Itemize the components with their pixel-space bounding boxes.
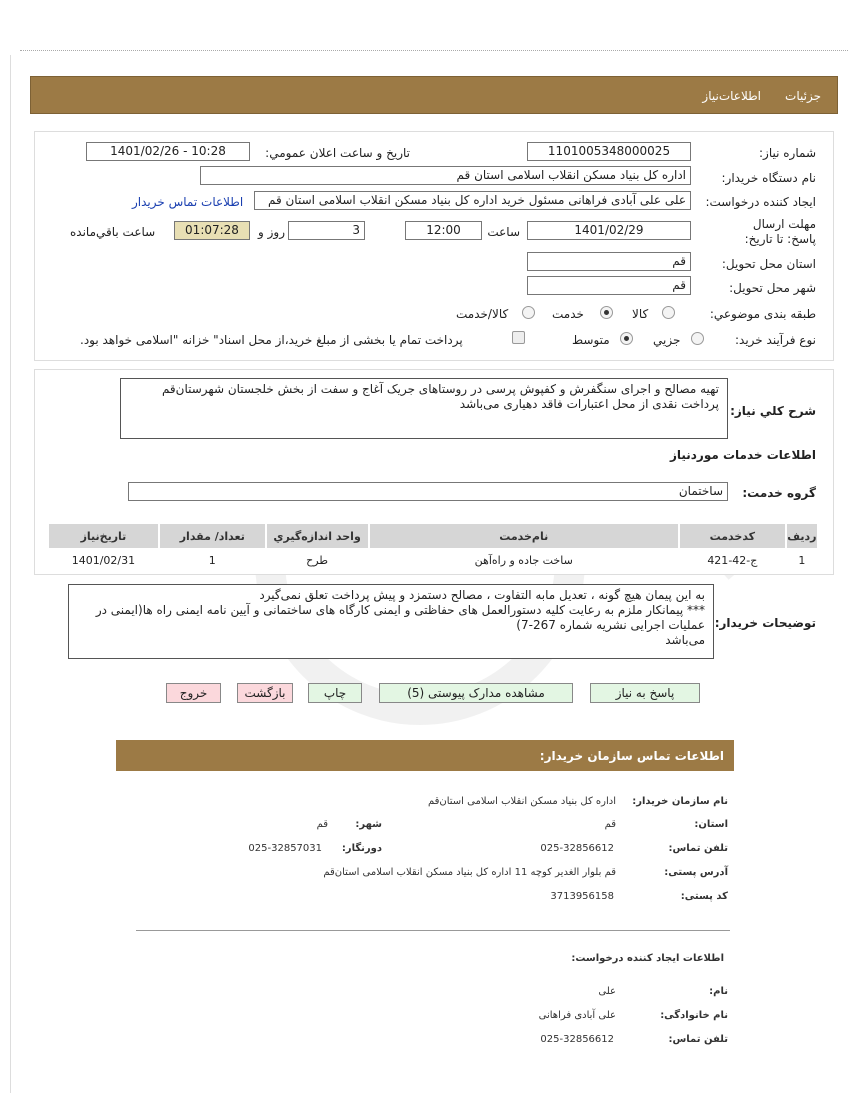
address-label: آدرس پستی: (664, 867, 728, 878)
process-minor-radio[interactable] (691, 332, 704, 345)
city-label: شهر محل تحويل: (729, 281, 816, 295)
contact-city-label: شهر: (355, 819, 382, 830)
contact-province-value: قم (604, 819, 616, 830)
contact-phone-label: تلفن تماس: (668, 843, 728, 854)
table-row (49, 550, 817, 570)
creator-phone-value: 025-32856612 (540, 1034, 614, 1045)
deadline-date-field: 1401/02/29 (527, 221, 691, 240)
tab-need-info[interactable]: اطلاعات‌نیاز (702, 89, 761, 103)
deadline-time-field: 12:00 (405, 221, 482, 240)
city-field: قم (527, 276, 691, 295)
col-code-header: کدخدمت (680, 524, 785, 548)
contact-title: اطلاعات تماس سازمان خريدار: (539, 749, 724, 763)
attachments-button[interactable]: مشاهده مدارک پيوستی (5) (379, 683, 573, 703)
process-medium-radio[interactable] (620, 332, 633, 345)
creator-name-label: نام: (709, 986, 728, 997)
category-service-radio[interactable] (600, 306, 613, 319)
province-field: قم (527, 252, 691, 271)
left-rule (10, 55, 11, 1093)
contact-title-bar (116, 740, 734, 771)
buyer-notes-label: توضيحات خريدار: (714, 616, 816, 630)
cell-row: 1 (787, 550, 817, 570)
announce-field: 1401/02/26 - 10:28 (86, 142, 250, 161)
creator-family-label: نام خانوادگی: (660, 1010, 728, 1021)
general-desc-label: شرح کلي نياز: (730, 404, 816, 418)
process-minor-label: جزيي (653, 333, 681, 347)
process-medium-label: متوسط (572, 333, 610, 347)
deadline-time-label: ساعت (487, 225, 520, 239)
cell-name: ساخت جاده و راه‌آهن (370, 550, 678, 570)
postal-value: 3713956158 (550, 891, 614, 902)
buyer-notes-text: به این پیمان هیچ گونه ، تعدیل مابه التفاوت ، مصالح دستمزد و پیش پرداخت تعلق نمی‌گیرد *** پیمانکار ملزم به رعایت کلیه دستورالعمل های حفاظتی و ایمنی کارگاه های ساختمانی و آیین نامه ایمنی راه ها(ایمنی در عملیات اجرایی نشریه شماره 267-7) می‌باشد (68, 584, 714, 659)
creator-name-value: علی (598, 986, 616, 997)
col-row-header: رديف (787, 524, 817, 548)
buyer-contact-link[interactable]: اطلاعات تماس خريدار (132, 195, 244, 209)
category-label: طبقه بندی موضوعي: (709, 307, 816, 321)
requester-label: ايجاد کننده درخواست: (705, 195, 816, 209)
category-goods-label: کالا (632, 307, 649, 321)
address-value: قم بلوار الغدیر کوچه 11 اداره کل بنیاد مسکن انقلاب اسلامی استان‌قم (323, 867, 616, 878)
deadline-label: مهلت ارسال پاسخ: تا تاريخ: (744, 217, 816, 246)
col-date-header: تاريخ‌نياز (49, 524, 158, 548)
need-number-field: 1101005348000025 (527, 142, 691, 161)
general-desc-text: تهیه مصالح و اجرای سنگفرش و کفپوش پرسی در روستاهای جریک آغاج و سفت از بخش خلجستان شهرستان‌قم پرداخت نقدی از محل اعتبارات فاقد دهیاری می‌باشد (120, 378, 728, 439)
print-button[interactable]: چاپ (308, 683, 362, 703)
top-divider (20, 50, 848, 51)
treasury-payment-checkbox[interactable] (512, 331, 525, 344)
province-label: استان محل تحويل: (721, 257, 816, 271)
creator-title: اطلاعات ایجاد کننده درخواست: (571, 953, 724, 964)
need-number-label: شماره نیاز: (759, 146, 816, 160)
buyer-org-label: نام دستگاه خريدار: (721, 171, 816, 185)
col-qty-header: تعداد/ مقدار (160, 524, 265, 548)
category-both-radio[interactable] (522, 306, 535, 319)
contact-fax-value: 025-32857031 (248, 843, 322, 854)
col-unit-header: واحد اندازه‌گيري (267, 524, 368, 548)
category-both-label: کالا/خدمت (456, 307, 509, 321)
cell-unit: طرح (267, 550, 368, 570)
exit-button[interactable]: خروج (166, 683, 221, 703)
services-title: اطلاعات خدمات موردنياز (669, 448, 816, 462)
reply-button[interactable]: پاسخ به نياز (590, 683, 700, 703)
cell-code: ج-42-421 (680, 550, 785, 570)
service-group-field: ساختمان (128, 482, 728, 501)
cell-qty: 1 (160, 550, 265, 570)
header-bar (30, 76, 838, 114)
category-goods-radio[interactable] (662, 306, 675, 319)
table-header-row (49, 524, 817, 548)
back-button[interactable]: بازگشت (237, 683, 293, 703)
treasury-payment-note: پرداخت تمام يا بخشی از مبلغ خريد،از محل اسناد" خزانه "اسلامی خواهد بود. (80, 333, 463, 347)
org-value: اداره کل بنیاد مسکن انقلاب اسلامی استان‌قم (427, 796, 616, 807)
contact-province-label: استان: (694, 819, 728, 830)
contact-phone-value: 025-32856612 (540, 843, 614, 854)
col-name-header: نام‌خدمت (370, 524, 678, 548)
creator-phone-label: تلفن تماس: (668, 1034, 728, 1045)
contact-city-value: قم (316, 819, 328, 830)
category-service-label: خدمت (552, 307, 584, 321)
org-label: نام سازمان خريدار: (632, 796, 728, 807)
contact-divider (136, 930, 730, 931)
postal-label: کد پستی: (680, 891, 728, 902)
remaining-label: ساعت باقي‌مانده (70, 225, 156, 239)
days-field: 3 (288, 221, 365, 240)
process-label: نوع فرآيند خريد: (735, 333, 816, 347)
creator-family-value: علی آبادی فراهانی (538, 1010, 616, 1021)
remaining-time-field: 01:07:28 (174, 221, 250, 240)
buyer-org-field: اداره کل بنیاد مسکن انقلاب اسلامی استان قم (200, 166, 691, 185)
tab-details[interactable]: جزئیات (785, 89, 821, 103)
service-group-label: گروه خدمت: (742, 486, 816, 500)
contact-fax-label: دورنگار: (341, 843, 382, 854)
requester-field: علی علی آبادی فراهانی مسئول خرید اداره کل بنیاد مسکن انقلاب اسلامی استان قم (254, 191, 691, 210)
services-table (47, 522, 819, 572)
cell-date: 1401/02/31 (49, 550, 158, 570)
days-label: روز و (258, 225, 285, 239)
announce-label: تاریخ و ساعت اعلان عمومي: (265, 146, 410, 160)
